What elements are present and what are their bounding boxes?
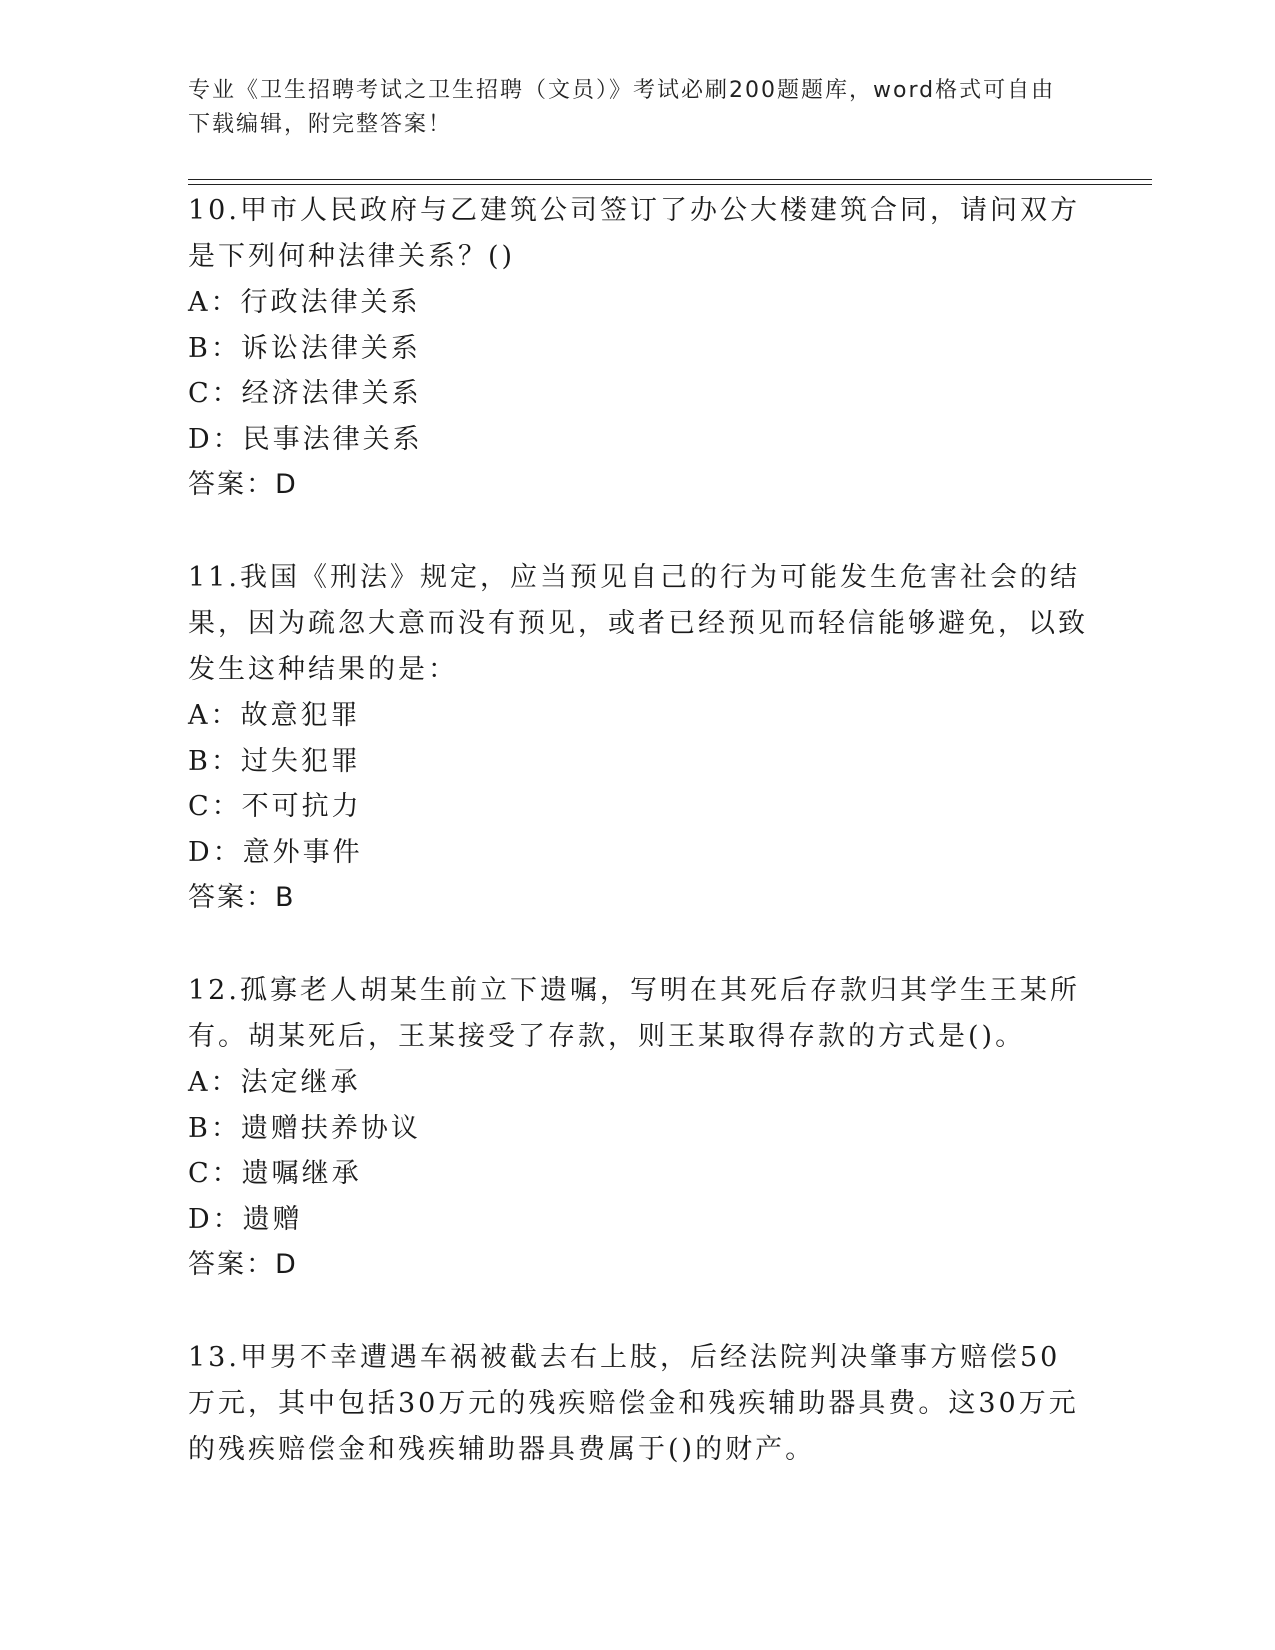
- option-a: A：故意犯罪: [188, 700, 361, 731]
- option-d: D：意外事件: [188, 836, 363, 868]
- answer-text: 答案：D: [188, 1249, 298, 1280]
- question-12: [188, 968, 1088, 1288]
- option-a: A：行政法律关系: [188, 287, 421, 318]
- question-text: 10.甲市人民政府与乙建筑公司签订了办公大楼建筑合同，请问双方是下列何种法律关系？(): [188, 195, 1080, 272]
- header-divider-bottom: [188, 184, 1152, 185]
- question-10: [188, 188, 1088, 508]
- answer-text: 答案：B: [188, 882, 296, 913]
- question-text: 13.甲男不幸遭遇车祸被截去右上肢，后经法院判决肇事方赔偿50万元，其中包括30万元的残疾赔偿金和残疾辅助器具费。这30万元的残疾赔偿金和残疾辅助器具费属于()的财产。: [188, 1342, 1079, 1465]
- question-text: 12.孤寡老人胡某生前立下遗嘱，写明在其死后存款归其学生王某所有。胡某死后，王某接受了存款，则王某取得存款的方式是()。: [188, 975, 1080, 1052]
- question-list: [188, 188, 1088, 1520]
- option-d: D：民事法律关系: [188, 423, 423, 455]
- option-a: A：法定继承: [188, 1067, 361, 1098]
- option-b: B：诉讼法律关系: [188, 332, 421, 364]
- answer-text: 答案：D: [188, 469, 298, 500]
- question-text: 11.我国《刑法》规定，应当预见自己的行为可能发生危害社会的结果，因为疏忽大意而没有预见，或者已经预见而轻信能够避免，以致发生这种结果的是：: [188, 562, 1088, 685]
- option-b: B：过失犯罪: [188, 745, 361, 777]
- question-11: [188, 555, 1088, 921]
- document-header: 专业《卫生招聘考试之卫生招聘（文员）》考试必刷200题题库，word格式可自由下载编辑，附完整答案！: [188, 78, 1056, 137]
- option-c: C：经济法律关系: [188, 378, 422, 409]
- option-c: C：不可抗力: [188, 791, 362, 822]
- option-b: B：遗赠扶养协议: [188, 1112, 421, 1144]
- question-13: [188, 1335, 1088, 1473]
- option-d: D：遗赠: [188, 1203, 303, 1235]
- header-divider-top: [188, 179, 1152, 180]
- option-c: C：遗嘱继承: [188, 1158, 362, 1189]
